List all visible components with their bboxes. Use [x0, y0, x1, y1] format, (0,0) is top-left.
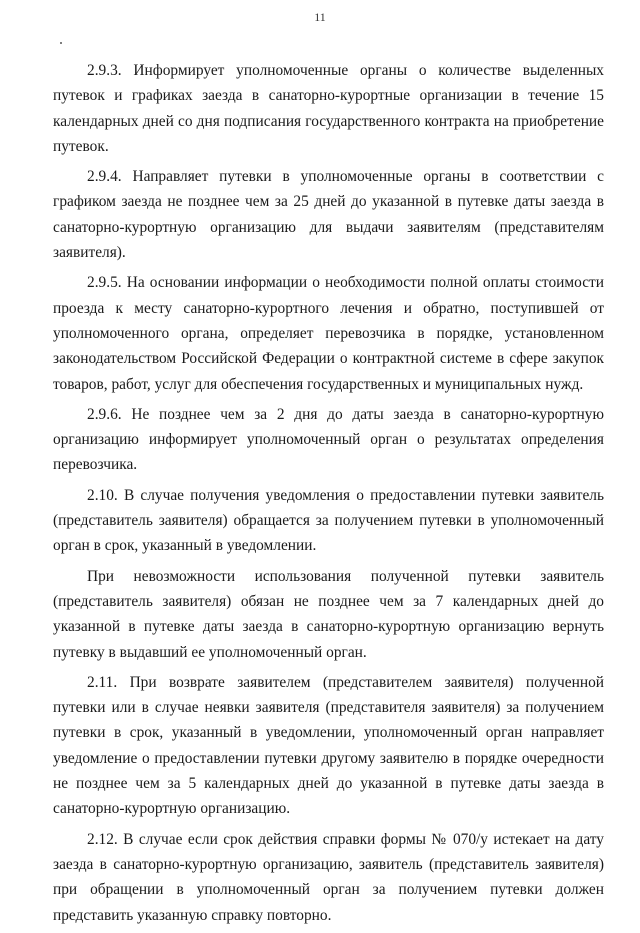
paragraph-2-10: 2.10. В случае получения уведомления о предоставлении путевки заявитель (представитель заявителя) обращается за получением путевки в уполномоченный орган в срок, указанный в уведомлении.: [53, 486, 604, 555]
paragraph-2-10-return: При невозможности использования полученной путевки заявитель (представитель заявителя) обязан не позднее чем за 7 календарных дней до указанной в путевке даты заезда в санаторно-курортную организацию вернуть путевку в выдавший ее уполномоченный орган.: [53, 567, 604, 661]
paragraph-2-9-3: 2.9.3. Информирует уполномоченные органы о количестве выделенных путевок и графиках заезда в санаторно-курортные организации в течение 15 календарных дней со дня подписания государственного контракта на приобретение путевок.: [53, 62, 604, 155]
paragraph-2-9-4: 2.9.4. Направляет путевки в уполномоченные органы в соответствии с графиком заезда не позднее чем за 25 дней до указанной в путевке даты заезда в санаторно-курортную организацию для выдачи заявителям (представителям заявителя).: [53, 168, 604, 262]
paragraph-2-12: 2.12. В случае если срок действия справки формы № 070/у истекает на дату заезда в санаторно-курортную организацию, заявитель (представитель заявителя) при обращении в уполномоченный орган за получением путевки должен представить указанную справку повторно.: [53, 830, 604, 924]
paragraph-2-9-6: 2.9.6. Не позднее чем за 2 дня до даты заезда в санаторно-курортную организацию информирует уполномоченный орган о результатах определения перевозчика.: [53, 405, 604, 474]
page-number: 11: [314, 10, 326, 24]
paragraph-2-11: 2.11. При возврате заявителем (представителем заявителя) полученной путевки или в случае неявки заявителя (представителя заявителя) за получением путевки в срок, указанный в уведомлении, уполномоченный орган направляет уведомление о предоставлении путевки другому заявителю в порядке очередности не позднее чем за 5 календарных дней до указанной в путевке даты заезда в санаторно-курортную организацию.: [53, 673, 604, 818]
paragraph-2-9-5: 2.9.5. На основании информации о необходимости полной оплаты стоимости проезда к месту санаторно-курортного лечения и обратно, поступившей от уполномоченного органа, определяет перевозчика в порядке, установленном законодательством Российской Федерации о контрактной системе в сфере закупок товаров, работ, услуг для обеспечения государственных и муниципальных нужд.: [53, 274, 604, 393]
scan-speck: [60, 42, 62, 44]
document-body: [53, 58, 604, 933]
